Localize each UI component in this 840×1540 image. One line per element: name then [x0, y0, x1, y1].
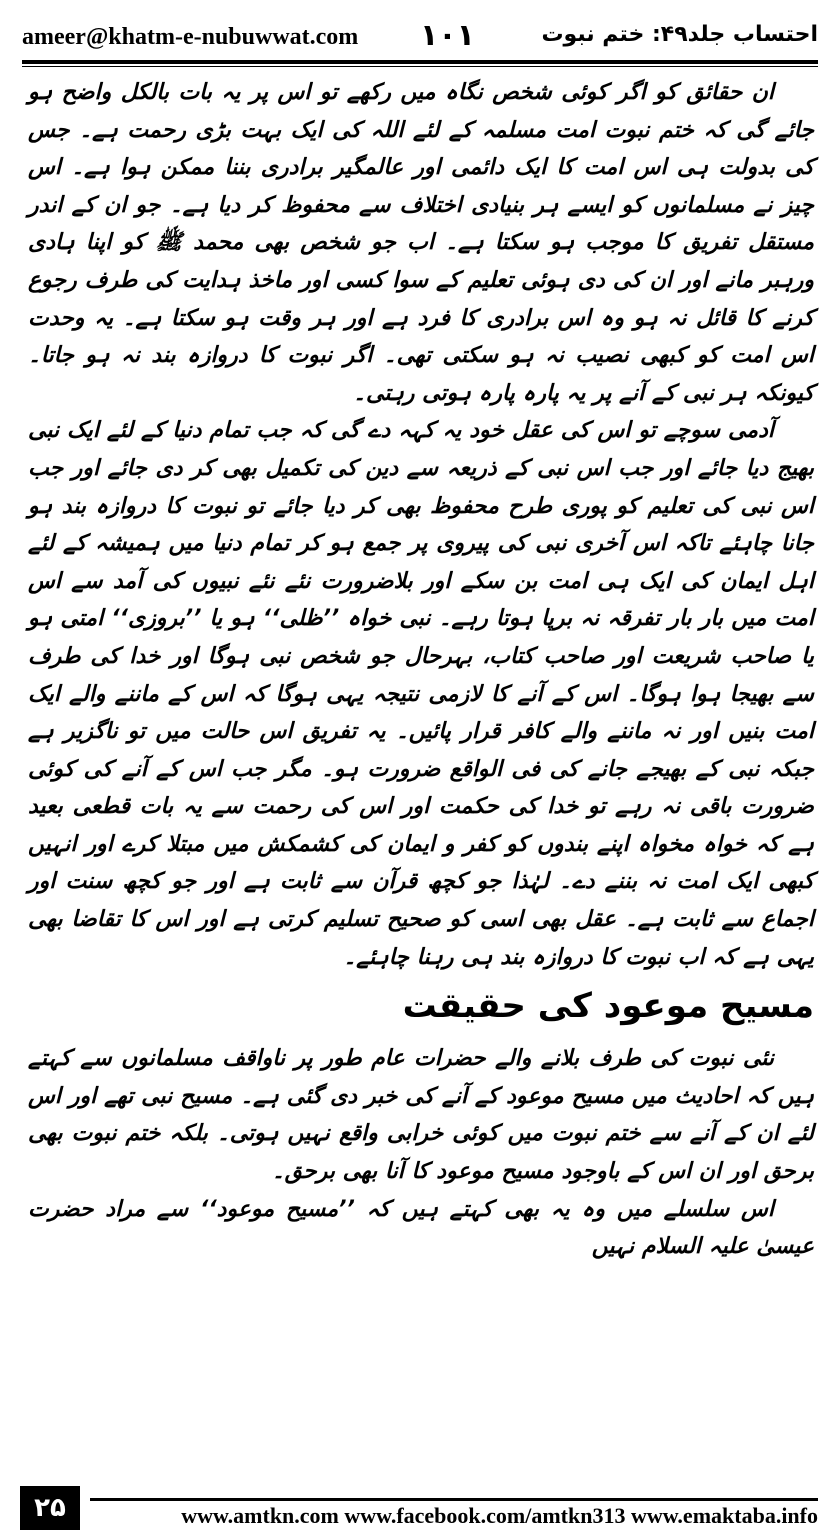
footer-links: www.amtkn.com www.facebook.com/amtkn313 www.emaktaba.info [181, 1503, 818, 1528]
header-rule-thin [22, 66, 818, 67]
paragraph: ان حقائق کو اگر کوئی شخص نگاہ میں رکھے تو اس پر یہ بات بالکل واضح ہو جائے گی کہ ختم نبوت امت مسلمہ کے لئے اللہ کی ایک بہت بڑی رحمت ہے۔ جس کی بدولت ہی اس امت کا ایک دائمی اور عالمگیر برادری بننا ممکن ہوا ہے۔ اس چیز نے مسلمانوں کو ایسے ہر بنیادی اختلاف سے محفوظ کر دیا ہے۔ جو ان کے اندر مستقل تفریق کا موجب ہو سکتا ہے۔ اب جو شخص بھی محمد ﷺ کو اپنا ہادی ورہبر مانے اور ان کی دی ہوئی تعلیم کے سوا کسی اور ماخذ ہدایت کی طرف رجوع کرنے کا قائل نہ ہو وہ اس برادری کا فرد ہے اور ہر وقت ہو سکتا ہے۔ یہ وحدت اس امت کو کبھی نصیب نہ ہو سکتی تھی۔ اگر نبوت کا دروازہ بند نہ ہو جاتا۔ کیونکہ ہر نبی کے آنے پر یہ پارہ پارہ ہوتی رہتی۔ [28, 80, 814, 406]
header-rule [22, 60, 818, 64]
header-title: احتساب جلد۴۹: ختم نبوت [541, 22, 818, 47]
paragraph: اس سلسلے میں وہ یہ بھی کہتے ہیں کہ ’’مسیح موعود‘‘ سے مراد حضرت عیسیٰ علیہ السلام نہیں [28, 1196, 814, 1260]
footer-rule [90, 1498, 818, 1501]
paragraph: نئی نبوت کی طرف بلانے والے حضرات عام طور پر ناواقف مسلمانوں سے کہتے ہیں کہ احادیث میں مسیح موعود کے آنے کی خبر دی گئی ہے۔ مسیح نبی تھے اور اس لئے ان کے آنے سے ختم نبوت میں کوئی خرابی واقع نہیں ہوتی۔ بلکہ ختم نبوت بھی برحق اور ان اس کے باوجود مسیح موعود کا آنا بھی برحق۔ [28, 1046, 814, 1185]
page-body [28, 74, 814, 1266]
page-header [22, 14, 818, 60]
header-email: ameer@khatm-e-nubuwwat.com [22, 24, 359, 50]
header-page-number: ۱۰۱ [420, 18, 475, 53]
paragraph: آدمی سوچے تو اس کی عقل خود یہ کہہ دے گی کہ جب تمام دنیا کے لئے ایک نبی بھیج دیا جائے اور جب اس نبی کے ذریعہ سے دین کی تکمیل بھی کر دی جائے اور جب اس نبی کی تعلیم کو پوری طرح محفوظ بھی کر دیا جائے تو نبوت کا دروازہ بند ہو جانا چاہئے تاکہ اس آخری نبی کی پیروی پر جمع ہو کر تمام دنیا میں ہمیشہ کے لئے اہل ایمان کی ایک ہی امت بن سکے اور بلاضرورت نئے نئے نبیوں کی آمد سے اس امت میں بار بار تفرقہ نہ برپا ہوتا رہے۔ نبی خواہ ’’ظلی‘‘ ہو یا ’’بروزی‘‘ امتی ہو یا صاحب شریعت اور صاحب کتاب، بہرحال جو شخص نبی ہوگا اور خدا کی طرف سے بھیجا ہوا ہوگا۔ اس کے آنے کا لازمی نتیجہ یہی ہوگا کہ اس کے ماننے والے ایک امت بنیں اور نہ ماننے والے کافر قرار پائیں۔ یہ تفریق اس حالت میں تو ناگزیر ہے جبکہ نبی کے بھیجے جانے کی فی الواقع ضرورت ہو۔ مگر جب اس کے آنے کی کوئی ضرورت باقی نہ رہے تو خدا کی حکمت اور اس کی رحمت سے یہ بات قطعی بعید ہے کہ خواہ مخواہ اپنے بندوں کو کفر و ایمان کی کشمکش میں مبتلا کرے اور انہیں کبھی ایک امت نہ بننے دے۔ لہٰذا جو کچھ قرآن سے ثابت ہے اور جو کچھ سنت اور اجماع سے ثابت ہے۔ عقل بھی اسی کو صحیح تسلیم کرتی ہے اور اس کا تقاضا بھی یہی ہے کہ اب نبوت کا دروازہ بند ہی رہنا چاہئے۔ [28, 418, 814, 970]
footer-page-number: ۲۵ [20, 1486, 80, 1530]
section-heading: مسیح موعود کی حقیقت [402, 986, 814, 1027]
